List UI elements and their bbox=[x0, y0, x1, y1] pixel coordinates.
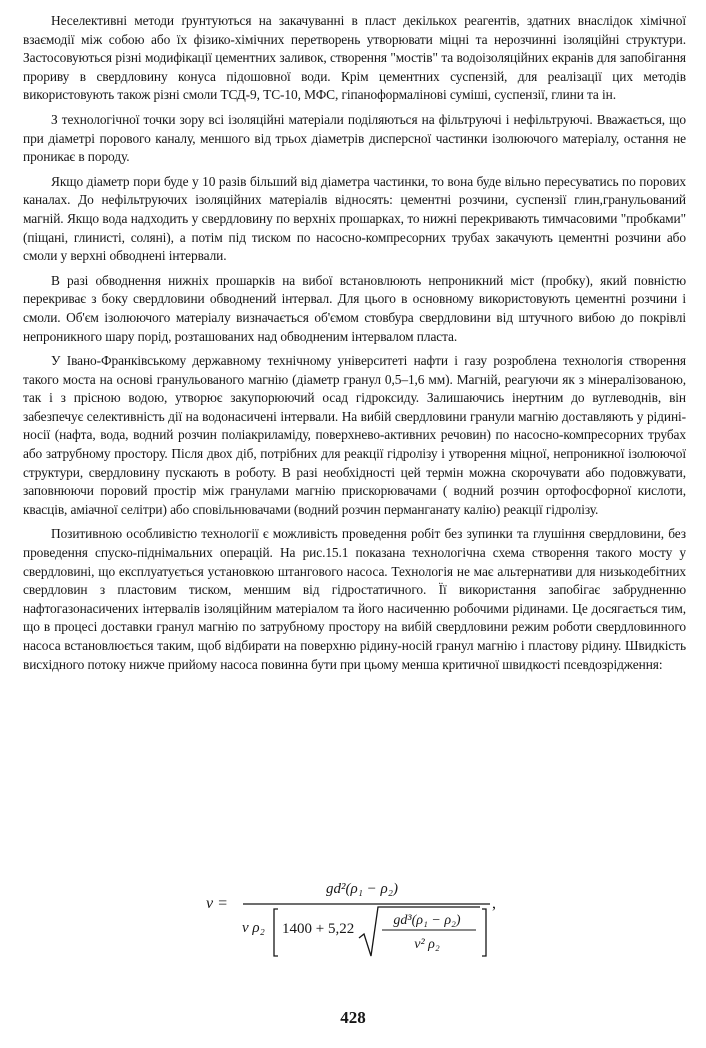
paragraph-nonselective-methods: Неселективні методи ґрунтуються на закачуванні в пласт декількох реагентів, здатних внаслідок хімічної взаємодії між собою або їх фізико-хімічних перетворень утворювати міцні та нерозчинні ізоляційні структури. Застосовуються різні модифікації цементних заливок, створення "мостів" та водоізоляційних екранів для запобігання прориву в свердловину конуса підошовної води. Крім цементних суспензій, для реалізації цих методів використовують також різні смоли ТСД-9, ТС-10, МФС, гіпаноформалінові суміші, суспензії, глини та ін. bbox=[23, 13, 686, 103]
formula-constant-term: 1400 + 5,22 bbox=[282, 921, 355, 937]
page-number: 428 bbox=[340, 1008, 366, 1027]
paragraph-magnesium-technology: У Івано-Франківському державному технічному університеті нафти і газу розроблена технологія створення такого моста на основі гранульованого магнію (діаметр гранул 0,5–1,6 мм). Магній, реагуючи як з мінералізованою, так і з прісною водою, утворює закупорюючий осад гідроксиду. Залишаючись інертним до вуглеводнів, він забезпечує селективність дії на водонасичені інтервали. На вибій свердловини гранули магнію доставляють у рідині-носії (нафта, вода, водний розчин поліакриламіду, поверхнево-активних речовин) по насосно-компресорних трубах або затрубному простору. Після двох діб, потрібних для реакції гідролізу і утворення міцної, непроникної ізолюючої структури, свердловину пускають в роботу. В разі необхідності цей термін можна скорочувати або подовжувати, заповнюючи поровий простір між гранулами магнію прискорювачами ( водний розчин ортофосфорної кислоти, квасців, аміачної селітри) або сповільнювачами (водний розчин перманганату калію) реакції гідролізу. bbox=[23, 353, 686, 517]
formula-left-bracket bbox=[274, 909, 278, 956]
body-text bbox=[23, 12, 686, 674]
formula-denominator-prefix: ν ρ₂ bbox=[242, 920, 265, 936]
formula-numerator: gd²(ρ₁ − ρ₂) bbox=[326, 881, 398, 897]
formula-radicand-denominator: ν² ρ₂ bbox=[414, 937, 440, 952]
paragraph-lower-layers: В разі обводнення нижніх прошарків на вибої встановлюють непроникний міст (пробку), який повністю перекриває з боку свердловини обводнений інтервал. Для цього в основному використовують цементні розчини і смоли. Об'єм ізолюючого матеріалу визначається об'ємом стовбура свердловини від штучного вибою до покрівлі непроникного шару порід, розташованих над обводненим інтервалом пласта. bbox=[23, 272, 686, 344]
formula-radicand-numerator: gd³(ρ₁ − ρ₂) bbox=[393, 913, 461, 928]
formula-right-bracket bbox=[482, 909, 486, 956]
velocity-formula bbox=[0, 876, 706, 968]
formula-lhs: ν = bbox=[206, 895, 228, 912]
formula-trailing-punctuation: , bbox=[492, 895, 496, 912]
paragraph-filtering-materials: З технологічної точки зору всі ізоляційні матеріали поділяються на фільтруючі і нефільтруючі. Вважається, що при діаметрі порового каналу, меншого від трьох діаметрів дисперсної частинки ізолюючого матеріалу, остання не проникає в породу. bbox=[23, 111, 686, 165]
paragraph-pore-diameter: Якщо діаметр пори буде у 10 разів більший від діаметра частинки, то вона буде вільно пересуватись по порових каналах. До нефільтруючих ізоляційних матеріалів відносять: цементні розчини, суспензії глин,гранульований магній. Якщо вода надходить у свердловину по верхніх прошарках, то нижні перекривають тимчасовими "пробками" (піщані, глинисті, соляні), а потім під тиском по насосно-компресорних трубах закачують цементні розчини або смоли у верхні обводнені інтервали. bbox=[23, 173, 686, 264]
paragraph-technology-advantages: Позитивною особливістю технології є можливість проведення робіт без зупинки та глушіння свердловини, без проведення спуско-піднімальних операцій. На рис.15.1 показана технологічна схема створення такого мосту у свердловині, що експлуатується установкою штангового насоса. Технологія не має альтернативи для низькодебітних свердловин з пластовим тиском, меншим від гідростатичного. Її використання запобігає забрудненню нафтогазонасичених інтервалів ізоляційним матеріалом та його насиченню робочими рідинами. Це досягається тим, що в процесі доставки гранул магнію по затрубному простору на вибій свердловини режим роботи свердловинного насоса встановлюється таким, щоб відбирати на поверхню рідину-носій гранул магнію і пластову рідину. Швидкість висхідного потоку нижче прийому насоса повинна бути при цьому менша критичної швидкості псевдозрідження: bbox=[23, 526, 686, 672]
